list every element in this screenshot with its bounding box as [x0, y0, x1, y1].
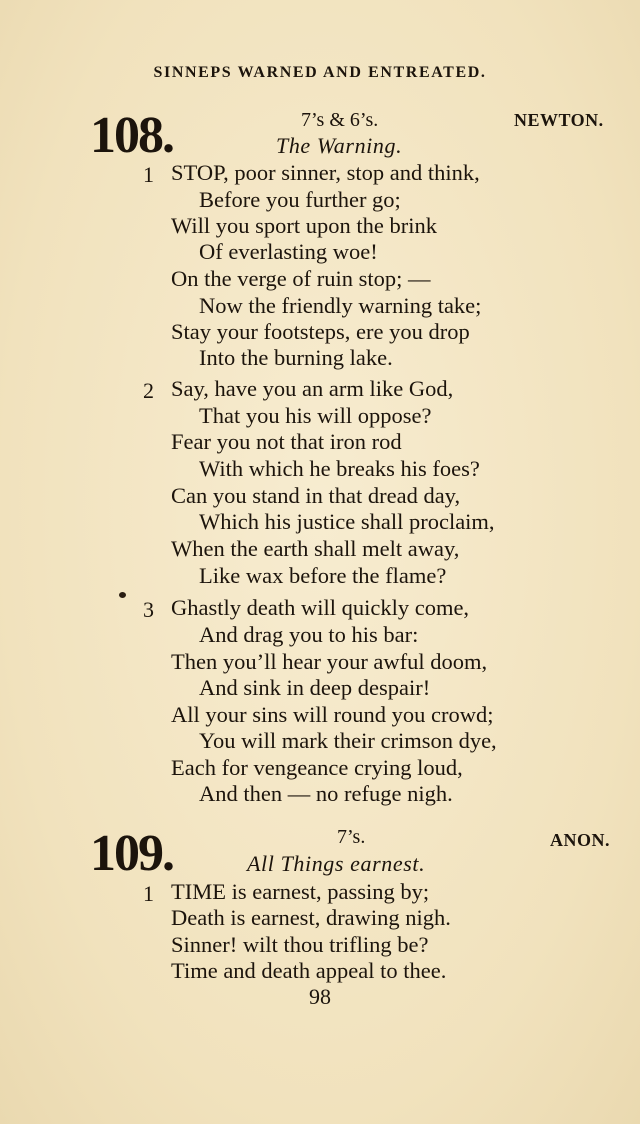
verse-line: TIME is earnest, passing by;	[171, 879, 430, 904]
hymn-title: All Things earnest.	[247, 851, 426, 876]
ink-speck	[119, 592, 126, 598]
page-number: 98	[309, 984, 331, 1009]
verse-line: Now the friendly warning take;	[199, 293, 482, 318]
verse-line: Like wax before the flame?	[199, 563, 447, 588]
verse-number: 2	[143, 378, 154, 403]
verse-line: STOP, poor sinner, stop and think,	[171, 160, 480, 185]
verse-line: Time and death appeal to thee.	[171, 958, 447, 983]
verse-number: 1	[143, 881, 154, 906]
verse-line: All your sins will round you crowd;	[171, 702, 494, 727]
verse-line: Say, have you an arm like God,	[171, 376, 454, 401]
verse-line: On the verge of ruin stop; —	[171, 266, 431, 291]
verse-number: 1	[143, 162, 154, 187]
verse-line: Then you’ll hear your awful doom,	[171, 649, 488, 674]
verse-line: Which his justice shall proclaim,	[199, 509, 495, 534]
verse-line: When the earth shall melt away,	[171, 536, 460, 561]
hymn-meter: 7’s.	[337, 826, 366, 848]
verse-line: And then — no refuge nigh.	[199, 781, 453, 806]
hymn-tune: ANON.	[550, 830, 610, 850]
verse-line: And sink in deep despair!	[199, 675, 431, 700]
verse-line: Will you sport upon the brink	[171, 213, 437, 238]
verse-line: You will mark their crimson dye,	[199, 728, 497, 753]
verse-line: With which he breaks his foes?	[199, 456, 480, 481]
verse-line: Each for vengeance crying loud,	[171, 755, 463, 780]
verse-line: Sinner! wilt thou trifling be?	[171, 932, 429, 957]
verse-line: And drag you to his bar:	[199, 622, 419, 647]
hymn-meter: 7’s & 6’s.	[301, 109, 379, 131]
verse-line: Stay your footsteps, ere you drop	[171, 319, 470, 344]
verse-number: 3	[143, 597, 154, 622]
hymn-title: The Warning.	[276, 133, 403, 158]
verse-line: Death is earnest, drawing nigh.	[171, 905, 451, 930]
verse-line: Fear you not that iron rod	[171, 429, 402, 454]
verse-line: Of everlasting woe!	[199, 239, 378, 264]
hymn-number: 108.	[90, 107, 173, 164]
verse-line: Can you stand in that dread day,	[171, 483, 461, 508]
verse-line: Ghastly death will quickly come,	[171, 595, 470, 620]
hymn-number: 109.	[90, 825, 173, 882]
running-head: SINNEPS WARNED AND ENTREATED.	[153, 64, 487, 81]
verse-line: Into the burning lake.	[199, 345, 393, 370]
verse-line: Before you further go;	[199, 187, 401, 212]
verse-line: That you his will oppose?	[199, 403, 432, 428]
hymn-tune: NEWTON.	[514, 110, 604, 130]
